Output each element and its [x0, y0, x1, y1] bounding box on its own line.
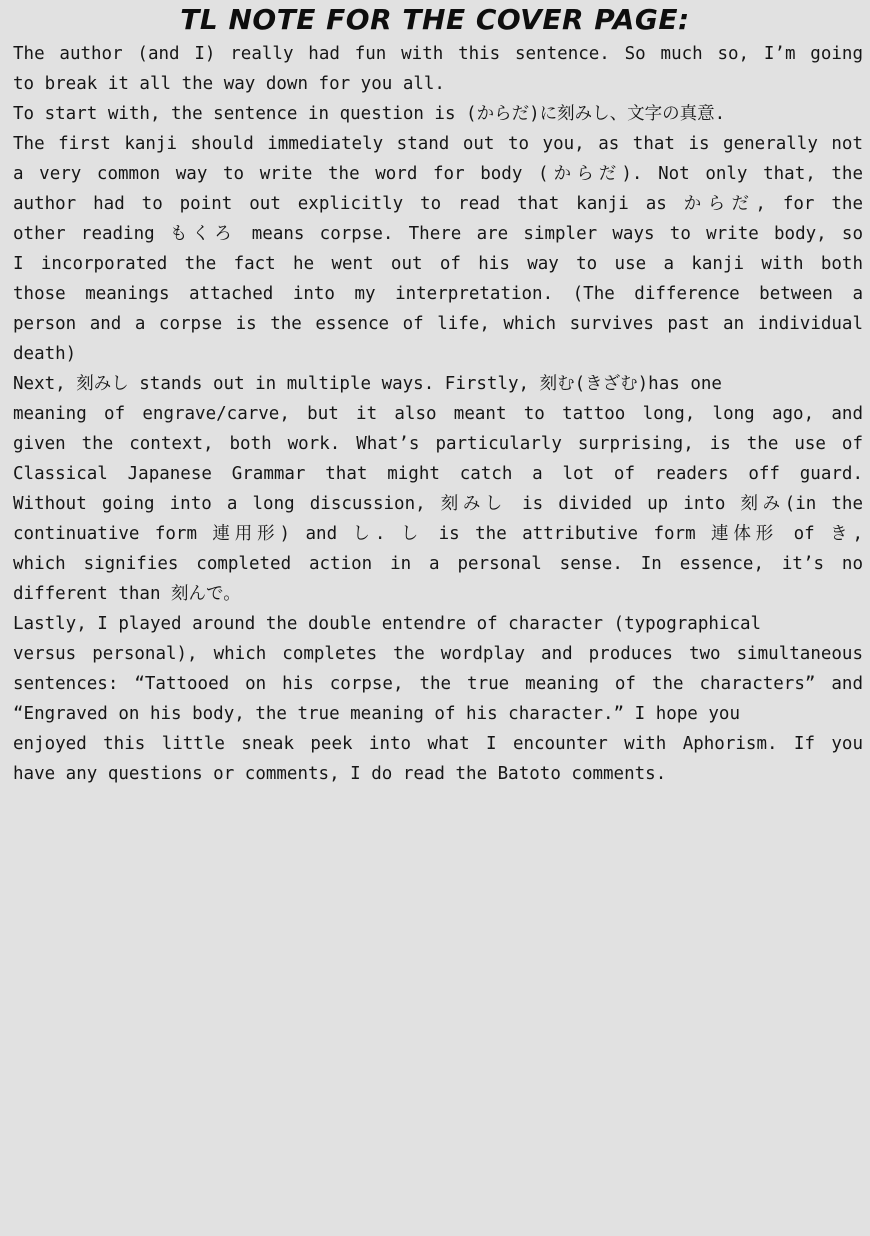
text-line: enjoyed this little sneak peek into what I encounter with Aphorism. If you [13, 734, 863, 754]
text-line: a very common way to write the word for body (からだ). Not only that, the [13, 164, 863, 184]
text-line: to break it all the way down for you all. [13, 74, 445, 94]
text-line: Lastly, I played around the double entendre of character (typographical [13, 614, 762, 634]
text-line: other reading もくろ means corpse. There are simpler ways to write body, so [13, 224, 863, 244]
text-line: sentences: “Tattooed on his corpse, the true meaning of the characters” and [13, 674, 863, 694]
paragraph-first-kanji [13, 99, 863, 369]
note-body [13, 39, 863, 789]
text-line: meaning of engrave/carve, but it also meant to tattoo long, long ago, and [13, 404, 863, 424]
text-line: person and a corpse is the essence of life, which survives past an individual [13, 314, 863, 334]
text-line: different than 刻んで。 [13, 584, 241, 604]
text-line: The author (and I) really had fun with this sentence. So much so, I’m going [13, 44, 863, 64]
paragraph-wordplay [13, 609, 863, 789]
text-line: To start with, the sentence in question is (からだ)に刻みし、文字の真意. [13, 104, 726, 124]
text-line: which signifies completed action in a personal sense. In essence, it’s no [13, 554, 863, 574]
text-line: death) [13, 344, 77, 364]
text-line: those meanings attached into my interpretation. (The difference between a [13, 284, 863, 304]
text-line: continuative form 連用形) and し. し is the attributive form 連体形 of き, [13, 524, 863, 544]
text-line: author had to point out explicitly to read that kanji as からだ, for the [13, 194, 863, 214]
paragraph-intro [13, 39, 863, 99]
text-line: have any questions or comments, I do read the Batoto comments. [13, 764, 667, 784]
text-line: The first kanji should immediately stand out to you, as that is generally not [13, 134, 863, 154]
paragraph-grammar [13, 369, 863, 609]
page-title: TL NOTE FOR THE COVER PAGE: [180, 3, 690, 36]
text-line: versus personal), which completes the wordplay and produces two simultaneous [13, 644, 863, 664]
text-line: Next, 刻みし stands out in multiple ways. Firstly, 刻む(きざむ)has one [13, 374, 722, 394]
text-line: I incorporated the fact he went out of his way to use a kanji with both [13, 254, 863, 274]
text-line: Classical Japanese Grammar that might catch a lot of readers off guard. [13, 464, 863, 484]
text-line: given the context, both work. What’s particularly surprising, is the use of [13, 434, 863, 454]
text-line: “Engraved on his body, the true meaning of his character.” I hope you [13, 704, 740, 724]
text-line: Without going into a long discussion, 刻みし is divided up into 刻み(in the [13, 494, 863, 514]
